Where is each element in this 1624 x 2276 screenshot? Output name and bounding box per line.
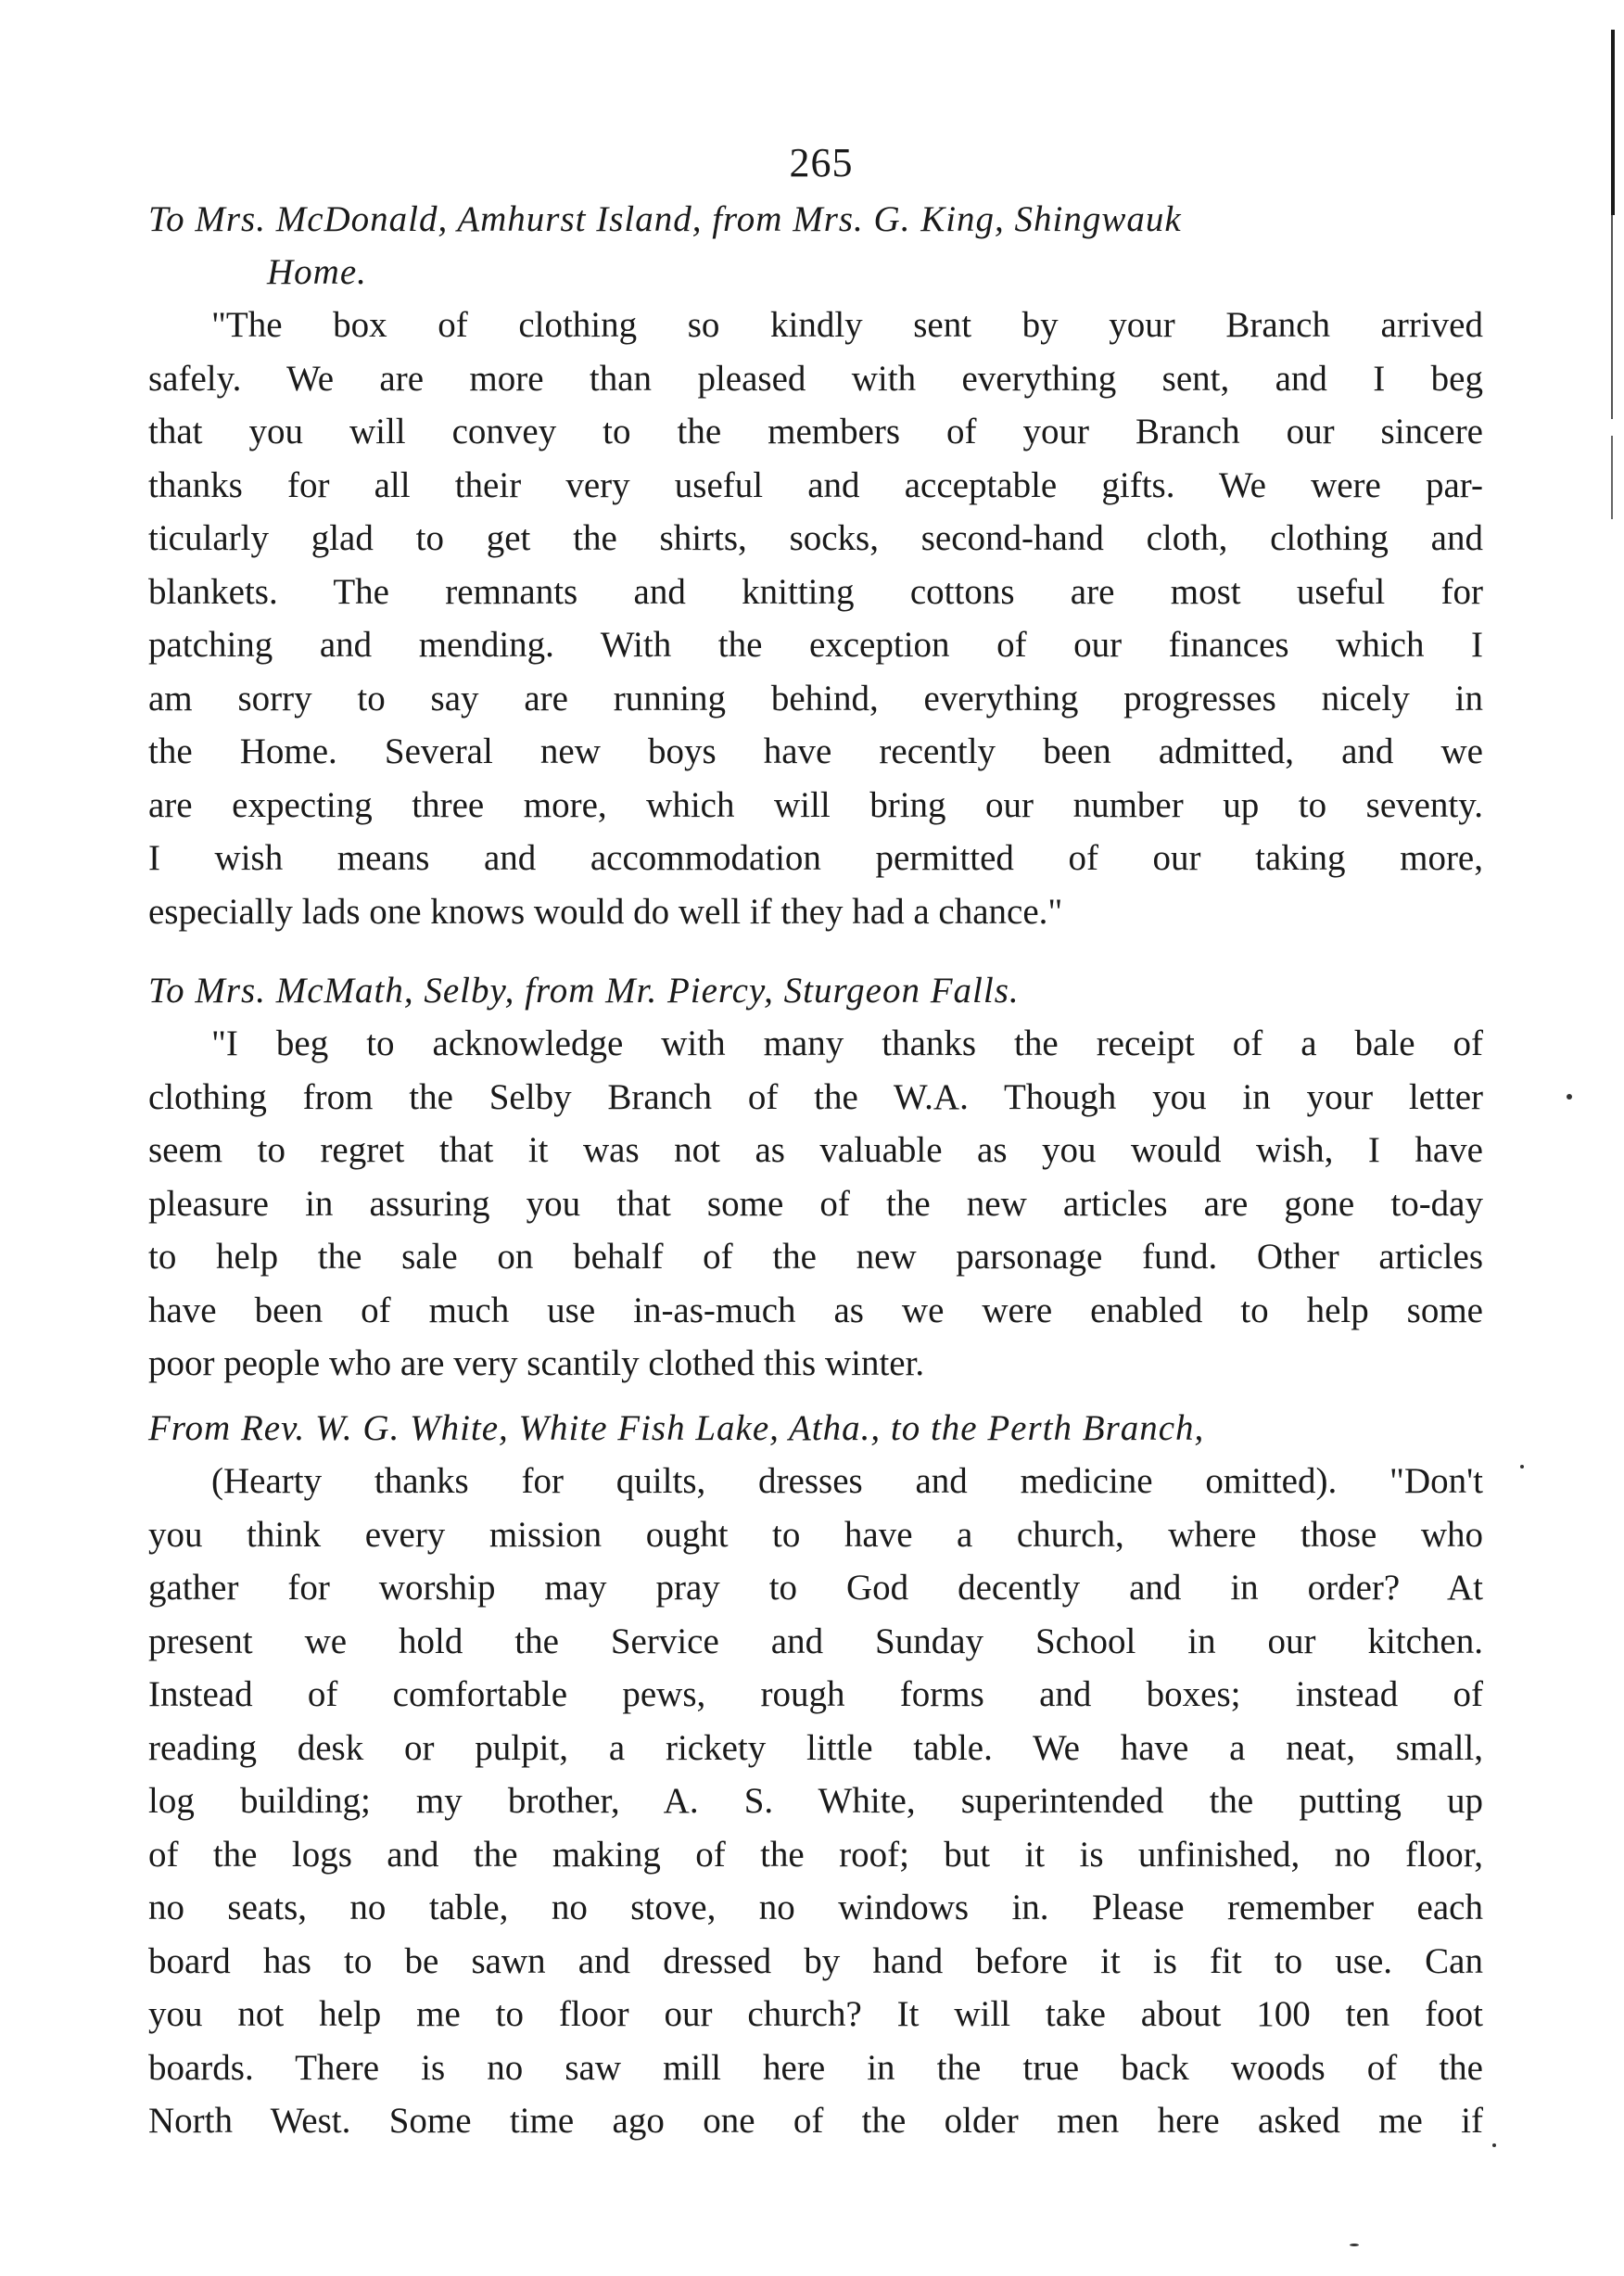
text-line: (Hearty thanks for quilts, dresses and medicine omitted). "Don't — [211, 1461, 1483, 1501]
text-line: boards. There is no saw mill here in the true back woods of the — [148, 2047, 1483, 2088]
text-line: have been of much use in-as-much as we were enabled to help some — [148, 1290, 1483, 1330]
page-number: 265 — [789, 140, 854, 185]
text-line: especially lads one knows would do well if they had a chance." — [148, 891, 1063, 932]
text-line: to help the sale on behalf of the new parsonage fund. Other articles — [148, 1237, 1483, 1277]
text-line: blankets. The remnants and knitting cottons are most useful for — [148, 571, 1483, 612]
text-line: the Home. Several new boys have recently been admitted, and we — [148, 731, 1483, 771]
text-line: board has to be sawn and dressed by hand before it is fit to use. Can — [148, 1940, 1483, 1981]
text-line: North West. Some time ago one of the older men here asked me if — [148, 2101, 1483, 2141]
scan-speck — [1492, 2143, 1496, 2147]
heading-line: Home. — [267, 252, 367, 292]
text-line: reading desk or pulpit, a rickety little table. We have a neat, small, — [148, 1727, 1483, 1768]
scan-speck — [1350, 2244, 1359, 2246]
text-line: seem to regret that it was not as valuable as you would wish, I have — [148, 1130, 1483, 1170]
text-line: pleasure in assuring you that some of the new articles are gone to-day — [148, 1183, 1483, 1224]
text-line: are expecting three more, which will bring our number up to seventy. — [148, 784, 1483, 825]
letter-section-3 — [148, 1402, 1483, 2148]
text-line: gather for worship may pray to God decently and in order? At — [148, 1568, 1483, 1608]
letter-heading — [148, 964, 1483, 1017]
letter-heading — [148, 1402, 1483, 1455]
text-line: am sorry to say are running behind, everything progresses nicely in — [148, 678, 1483, 718]
letter-section-2 — [148, 964, 1483, 1391]
heading-line: To Mrs. McMath, Selby, from Mr. Piercy, Sturgeon Falls. — [148, 971, 1020, 1011]
text-line: "I beg to acknowledge with many thanks the receipt of a bale of — [211, 1024, 1483, 1063]
heading-line: From Rev. W. G. White, White Fish Lake, Atha., to the Perth Branch, — [148, 1408, 1205, 1448]
letter-body — [148, 299, 1483, 938]
text-line: you think every mission ought to have a church, where those who — [148, 1514, 1483, 1555]
scan-speck — [1567, 1094, 1572, 1100]
letter-section-1 — [148, 193, 1483, 938]
text-line: of the logs and the making of the roof; but it is unfinished, no floor, — [148, 1834, 1483, 1875]
text-line: no seats, no table, no stove, no windows in. Please remember each — [148, 1888, 1483, 1927]
letter-body — [148, 1455, 1483, 2148]
text-line: you not help me to floor our church? It will take about 100 ten foot — [148, 1994, 1483, 2034]
text-line: patching and mending. With the exception of our finances which I — [148, 625, 1483, 665]
page-edge-shadow — [1611, 436, 1613, 519]
text-line: that you will convey to the members of your Branch our sincere — [148, 412, 1483, 451]
text-line: present we hold the Service and Sunday School in our kitchen. — [148, 1621, 1483, 1661]
letter-body — [148, 1017, 1483, 1391]
page-edge-shadow — [1611, 215, 1613, 419]
page-edge-shadow — [1611, 30, 1615, 215]
text-line: Instead of comfortable pews, rough forms and boxes; instead of — [148, 1674, 1483, 1714]
text-line: clothing from the Selby Branch of the W.A. Though you in your letter — [148, 1076, 1483, 1117]
text-line: "The box of clothing so kindly sent by your Branch arrived — [211, 305, 1483, 345]
text-line: poor people who are very scantily clothed this winter. — [148, 1343, 925, 1383]
text-line: log building; my brother, A. S. White, superintended the putting up — [148, 1781, 1483, 1821]
scan-speck — [1520, 1465, 1524, 1469]
text-line: I wish means and accommodation permitted of our taking more, — [148, 838, 1483, 878]
text-line: thanks for all their very useful and acceptable gifts. We were par- — [148, 464, 1483, 505]
heading-line: To Mrs. McDonald, Amhurst Island, from Mrs. G. King, Shingwauk — [148, 199, 1182, 239]
text-line: ticularly glad to get the shirts, socks, second-hand cloth, clothing and — [148, 518, 1483, 558]
letter-heading — [148, 193, 1483, 299]
text-line: safely. We are more than pleased with everything sent, and I beg — [148, 358, 1483, 399]
